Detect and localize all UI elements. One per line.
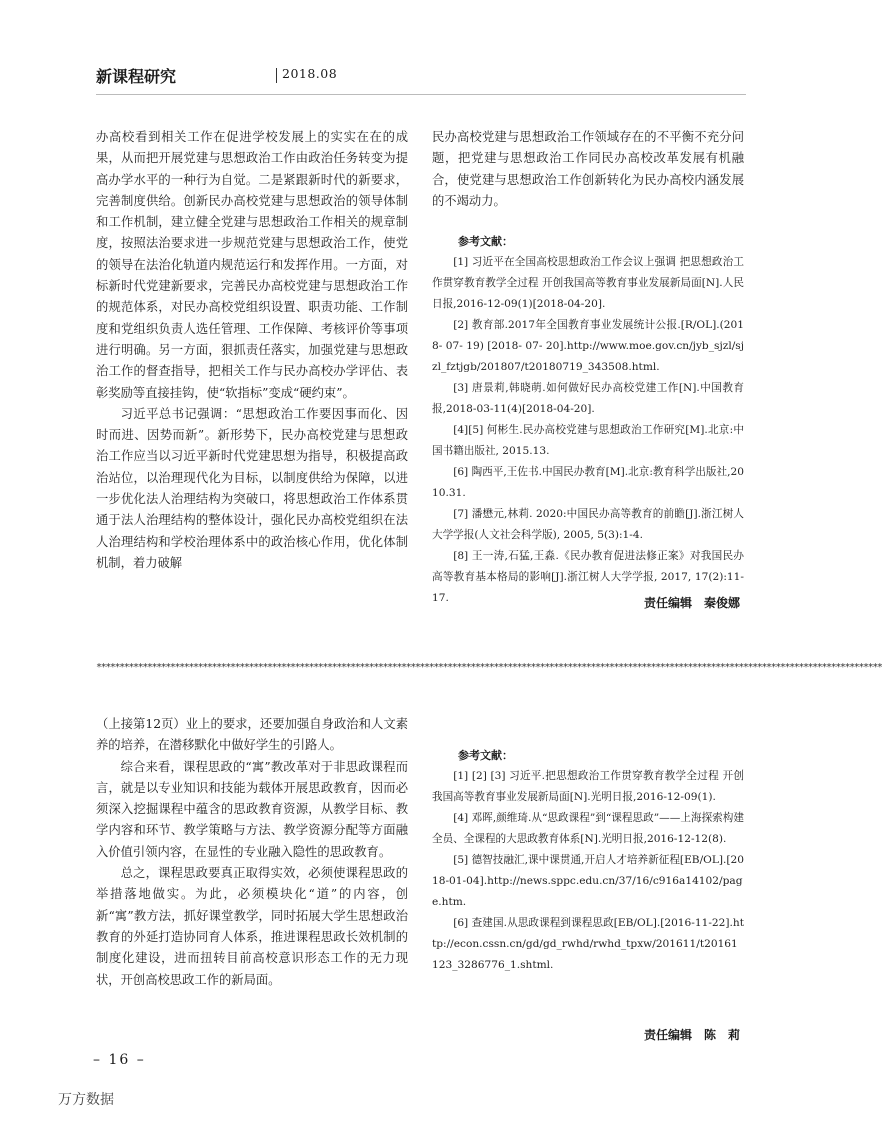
reference-item: [4] 邓晖,颜维琦.从“思政课程”到“课程思政”——上海探索构建全员、全课程的大思政教育体系[N].光明日报,2016-12-12(8). [432, 812, 744, 845]
body-paragraph: 总之，课程思政要真正取得实效，必须使课程思政的举措落地做实。为此，必须模块化“道”的内容，创新“寓”教方法，抓好课堂教学，同时拓展大学生思想政治教育的外延打造协同育人体系，推进课程思政长效机制的制度化建设，进而扭转目前高校意识形态工作的无力现状，开创高校思政工作的新局面。 [96, 866, 408, 987]
body-paragraph: 习近平总书记强调：“思想政治工作要因事而化、因时而进、因势而新”。新形势下，民办高校党建与思想政治工作应当以习近平新时代党建思想为指导，积极提高政治站位，以治理现代化为目标，以制度供给为保障，以进一步优化法人治理结构为突破口，将思想政治工作体系贯通于法人治理结构的整体设计，强化民办高校党组织在法人治理结构和学校治理体系中的政治核心作用，优化体制机制，着力破解 [96, 406, 408, 570]
reference-item: [6] 查建国.从思政课程到课程思政[EB/OL].[2016-11-22].http://econ.cssn.cn/gd/gd_rwhd/rwhd_tpxw/201611/t20161123_3286776_1.shtml. [432, 917, 744, 971]
bottom-left-column [96, 714, 408, 991]
running-header [96, 64, 736, 86]
watermark: 万方数据 [58, 1092, 114, 1108]
reference-item: [1] 习近平在全国高校思想政治工作会议上强调 把思想政治工作贯穿教育教学全过程 开创我国高等教育事业发展新局面[N].人民日报,2016-12-09(1)[2018-04-20]. [432, 256, 744, 311]
reference-item: [3] 唐景莉,韩晓萌.如何做好民办高校党建工作[N].中国教育报,2018-03-11(4)[2018-04-20]. [432, 382, 744, 416]
editor-credit: 责任编辑 陈 莉 [643, 1028, 740, 1042]
header-rule [96, 94, 746, 95]
reference-item: [7] 潘懋元,林莉. 2020:中国民办高等教育的前瞻[J].浙江树人大学学报(人文社会科学版), 2005, 5(3):1-4. [432, 508, 744, 542]
reference-item: [8] 王一涛,石猛,王淼.《民办教育促进法修正案》对我国民办高等教育基本格局的影响[J].浙江树人大学学报, 2017, 17(2):11-17. [432, 550, 744, 605]
issue-number: 2018.08 [282, 66, 338, 81]
references-heading: 参考文献： [458, 235, 513, 249]
reference-item: [1] [2] [3] 习近平.把思想政治工作贯穿教育教学全过程 开创我国高等教育事业发展新局面[N].光明日报,2016-12-09(1). [432, 770, 744, 803]
body-paragraph: （上接第12页）业上的要求，还要加强自身政治和人文素养的培养，在潜移默化中做好学生的引路人。 [96, 717, 408, 753]
page-number: – 16 – [93, 1052, 146, 1068]
reference-item: [5] 德智技融汇,课中课贯通,开启人才培养新征程[EB/OL].[2018-01-04].http://news.sppc.edu.cn/37/16/c916a14102/page.htm. [432, 854, 744, 908]
references-heading: 参考文献： [458, 749, 513, 762]
reference-item: [2] 教育部.2017年全国教育事业发展统计公报.[R/OL].(2018- 07- 19) [2018- 07- 20].http://www.moe.gov.cn/jyb_sjzl/sjzl_fztjgb/201807/t20180719_343508.html. [432, 319, 744, 374]
reference-item: [6] 陶西平,王佐书.中国民办教育[M].北京:教育科学出版社,2010.31. [432, 466, 744, 500]
body-paragraph: 办高校看到相关工作在促进学校发展上的实实在在的成果，从而把开展党建与思想政治工作由政治任务转变为提高办学水平的一种行为自觉。二是紧跟新时代的新要求，完善制度供给。创新民办高校党建与思想政治的领导体制和工作机制，建立健全党建与思想政治工作相关的规章制度，按照法治要求进一步规范党建与思想政治工作，使党的领导在法治化轨道内规范运行和发挥作用。一方面，对标新时代党建新要求，完善民办高校党建与思想政治工作的规范体系，对民办高校党组织设置、职责功能、工作制度和党组织负责人选任管理、工作保障、考核评价等事项进行明确。另一方面，狠抓责任落实，加强党建与思想政治工作的督查指导，把相关工作与民办高校办学评估、表彰奖励等直接挂钩，使“软指标”变成“硬约束”。 [96, 130, 408, 400]
top-left-column [96, 127, 408, 574]
body-paragraph: 综合来看，课程思政的“寓”教改革对于非思政课程而言，就是以专业知识和技能为载体开展思政教育，因而必须深入挖掘课程中蕴含的思政教育资源，从教学目标、教学内容和环节、教学策略与方法、教学资源分配等方面融入价值引领内容，在显性的专业融入隐性的思政教育。 [96, 759, 408, 859]
body-paragraph: 民办高校党建与思想政治工作领域存在的不平衡不充分问题，把党建与思想政治工作同民办高校改革发展有机融合，使党建与思想政治工作创新转化为民办高校内涵发展的不竭动力。 [432, 130, 744, 208]
editor-credit: 责任编辑 秦俊娜 [643, 596, 740, 610]
section-separator: ************************************************************************************************************************************************************************** [96, 662, 882, 673]
journal-title: 新课程研究 [96, 67, 177, 86]
top-right-column [432, 127, 744, 609]
reference-item: [4][5] 何彬生.民办高校党建与思想政治工作研究[M].北京:中国书籍出版社, 2015.13. [432, 424, 744, 458]
bottom-right-column [432, 747, 744, 976]
header-divider [276, 68, 277, 83]
